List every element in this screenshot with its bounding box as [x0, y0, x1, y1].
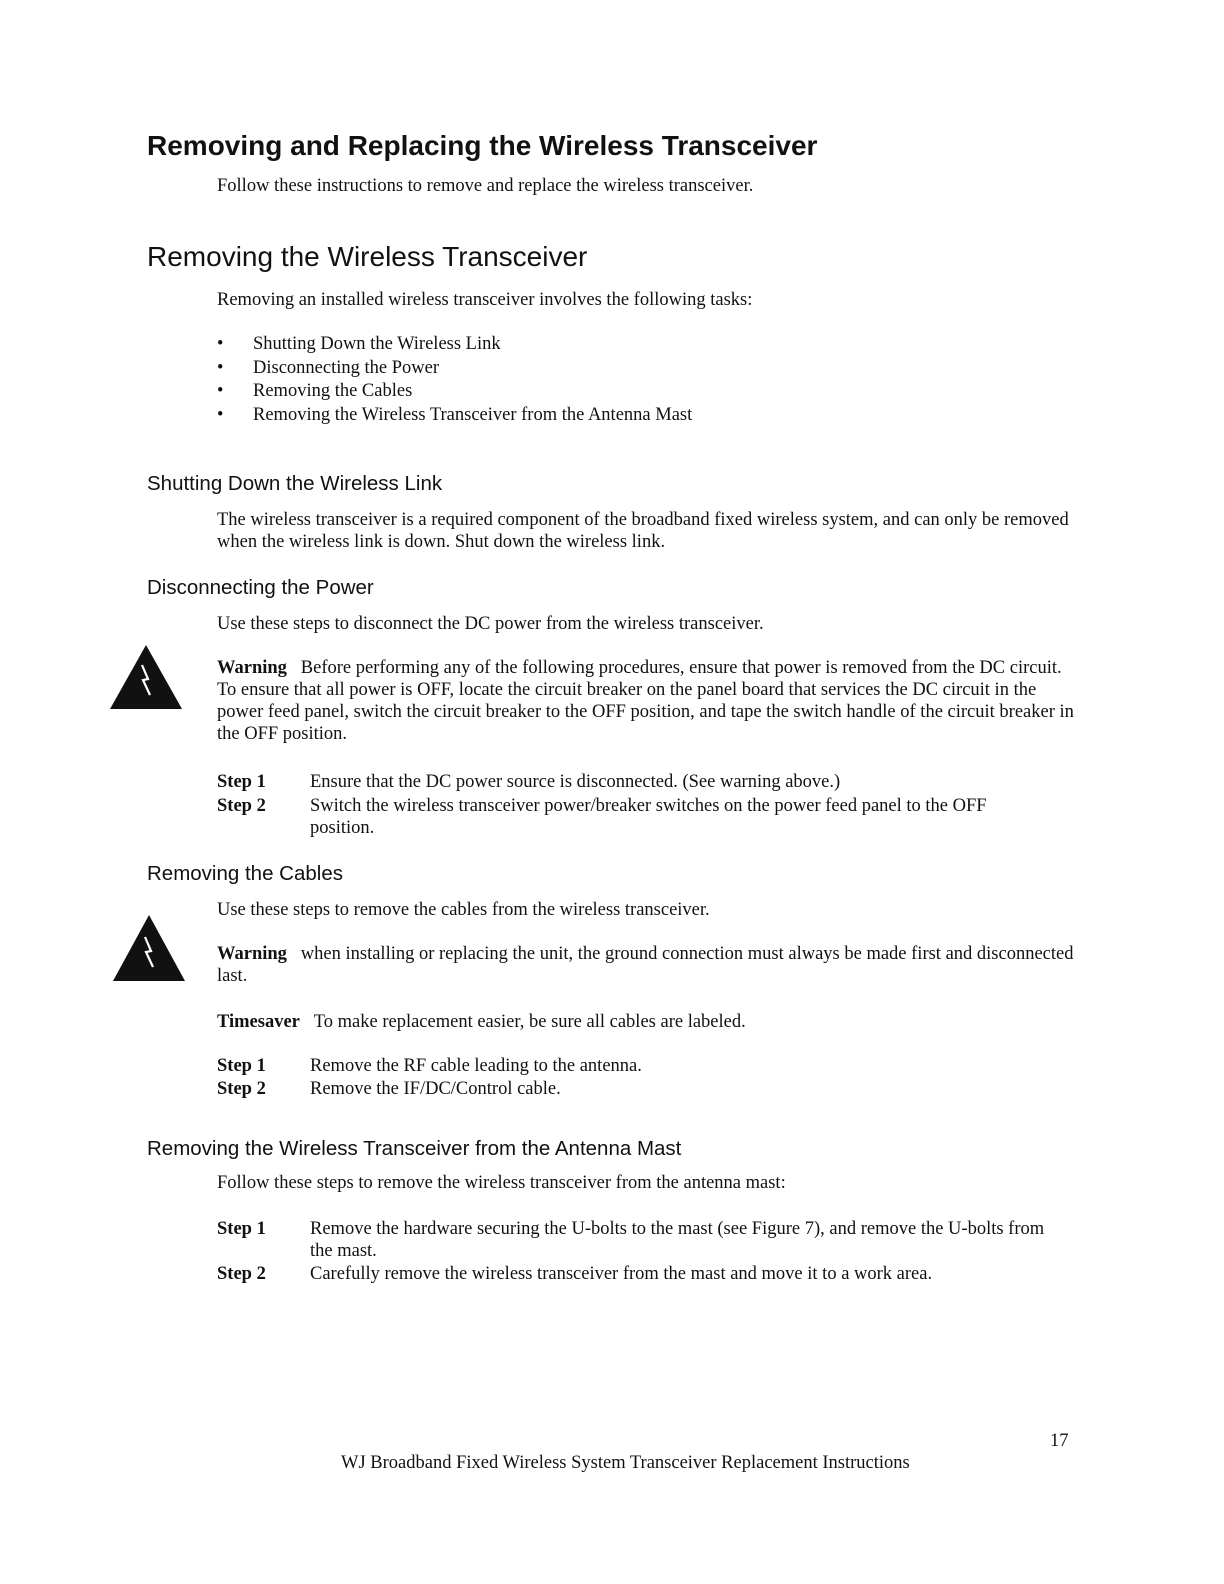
warning-text: when installing or replacing the unit, the ground connection must always be made first and disconnected last. [217, 944, 1074, 986]
step-text: Carefully remove the wireless transceiver from the mast and move it to a work area. [310, 1264, 933, 1284]
list-item: • Removing the Cables [217, 380, 692, 404]
power-warning [217, 657, 1077, 745]
step-label: Step 1 [217, 1219, 266, 1239]
subheading-cables: Removing the Cables [147, 862, 343, 885]
mast-step-1 [217, 1218, 1077, 1262]
list-item: • Shutting Down the Wireless Link [217, 333, 692, 357]
intro-text: Follow these instructions to remove and replace the wireless transceiver. [217, 176, 754, 196]
step-text: Ensure that the DC power source is disconnected. (See warning above.) [310, 772, 841, 792]
list-item: • Removing the Wireless Transceiver from the Antenna Mast [217, 404, 692, 428]
step-label: Step 2 [217, 1079, 266, 1099]
step-text: Remove the hardware securing the U-bolts to the mast (see Figure 7), and remove the U-bolts from the mast. [310, 1219, 1045, 1261]
list-item: • Disconnecting the Power [217, 357, 692, 381]
timesaver-text: To make replacement easier, be sure all cables are labeled. [313, 1012, 746, 1032]
page-title: Removing and Replacing the Wireless Transceiver [147, 130, 818, 161]
timesaver-label: Timesaver [217, 1012, 300, 1032]
step-label: Step 1 [217, 1056, 266, 1076]
disconnecting-lead: Use these steps to disconnect the DC power from the wireless transceiver. [217, 614, 764, 634]
subheading-mast: Removing the Wireless Transceiver from the Antenna Mast [147, 1137, 682, 1160]
step-text: Remove the RF cable leading to the antenna. [310, 1056, 642, 1076]
subheading-shutting-down: Shutting Down the Wireless Link [147, 472, 443, 495]
shutting-down-body: The wireless transceiver is a required component of the broadband fixed wireless system, and can only be removed when the wireless link is down. Shut down the wireless link. [217, 510, 1069, 552]
warning-label: Warning [217, 944, 287, 964]
warning-label: Warning [217, 658, 287, 678]
mast-lead: Follow these steps to remove the wireless transceiver from the antenna mast: [217, 1173, 786, 1193]
section-heading-removing: Removing the Wireless Transceiver [147, 241, 588, 272]
warning-triangle-icon [108, 643, 184, 711]
step-text: Switch the wireless transceiver power/breaker switches on the power feed panel to the OFF position. [310, 796, 987, 838]
subheading-disconnecting: Disconnecting the Power [147, 576, 374, 599]
footer-title: WJ Broadband Fixed Wireless System Transceiver Replacement Instructions [341, 1453, 910, 1473]
warning-text: Before performing any of the following procedures, ensure that power is removed from the DC circuit. To ensure that all power is OFF, locate the circuit breaker on the panel board that services the DC circuit in the power feed panel, switch the circuit breaker to the OFF position, and tape the switch handle of the circuit breaker in the OFF position. [217, 658, 1074, 744]
cables-warning [217, 943, 1077, 987]
step-label: Step 2 [217, 796, 266, 816]
warning-triangle-icon [111, 913, 187, 983]
removing-lead: Removing an installed wireless transceiver involves the following tasks: [217, 290, 753, 310]
step-label: Step 2 [217, 1264, 266, 1284]
cables-step-2 [217, 1078, 1077, 1100]
cables-step-1 [217, 1055, 1077, 1077]
power-step-2 [217, 795, 1077, 839]
step-text: Remove the IF/DC/Control cable. [310, 1079, 561, 1099]
step-label: Step 1 [217, 772, 266, 792]
mast-step-2 [217, 1263, 1077, 1285]
power-step-1 [217, 771, 1077, 793]
task-list [217, 333, 692, 427]
timesaver-note [217, 1011, 746, 1033]
page-number: 17 [1050, 1431, 1069, 1451]
cables-lead: Use these steps to remove the cables from the wireless transceiver. [217, 900, 710, 920]
